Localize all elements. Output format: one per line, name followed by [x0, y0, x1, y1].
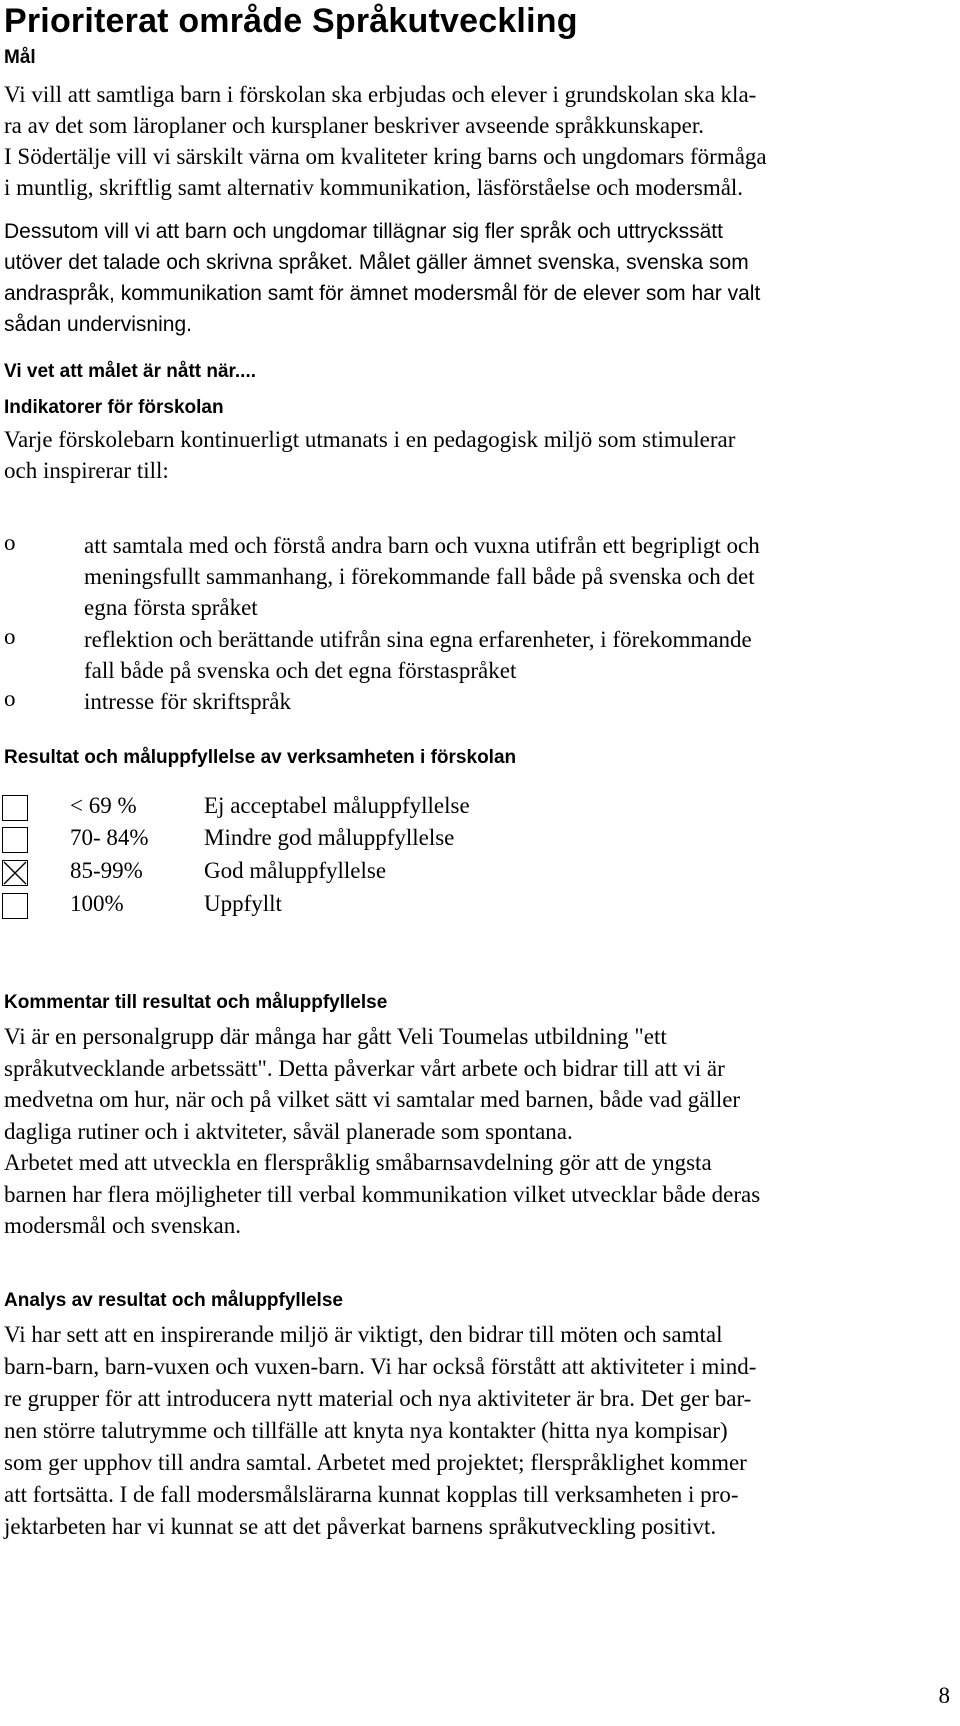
page-title: Prioriterat område Språkutveckling [4, 2, 578, 40]
indicators-intro [4, 424, 948, 486]
text-line: Dessutom vill vi att barn och ungdomar tillägnar sig fler språk och uttryckssätt [4, 220, 723, 243]
text-line: reflektion och berättande utifrån sina egna erfarenheter, i förekommande [84, 627, 752, 652]
result-option [0, 827, 700, 857]
result-label: God måluppfyllelse [204, 858, 387, 883]
page-number: 8 [938, 1683, 950, 1708]
result-checkbox[interactable] [2, 827, 28, 853]
goal-paragraph-continued [4, 216, 948, 340]
text-line: Vi är en personalgrupp där många har gått Veli Toumelas utbildning "ett [4, 1024, 667, 1049]
analysis-heading: Analys av resultat och måluppfyllelse [4, 1290, 343, 1311]
text-line: att fortsätta. I de fall modersmålslärarna kunnat kopplas till verksamheten i pro- [4, 1482, 739, 1507]
bullet-marker: o [4, 624, 16, 649]
checkbox-cross-icon [3, 861, 27, 885]
text-line: Varje förskolebarn kontinuerligt utmanats i en pedagogisk miljö som stimulerar [4, 427, 736, 452]
result-checkbox[interactable] [2, 893, 28, 919]
text-line: Arbetet med att utveckla en flerspråklig småbarnsavdelning gör att de yngsta [4, 1150, 712, 1175]
text-line: I Södertälje vill vi särskilt värna om kvaliteter kring barns och ungdomars förmåga [4, 144, 767, 169]
text-line: sådan undervisning. [4, 313, 192, 336]
text-line: språkutvecklande arbetssätt". Detta påverkar vårt arbete och bidrar till att vi är [4, 1055, 725, 1081]
text-line: dagliga rutiner och i aktviteter, såväl planerade som spontana. [4, 1118, 573, 1144]
bullet-marker: o [4, 686, 16, 711]
text-line: utöver det talade och skrivna språket. Målet gäller ämnet svenska, svenska som [4, 251, 749, 274]
text-line: ra av det som läroplaner och kursplaner beskriver avseende språkkunskaper. [4, 113, 704, 138]
goal-paragraph [4, 79, 948, 203]
text-line: jektarbeten har vi kunnat se att det påverkat barnens språkutveckling positivt. [4, 1514, 717, 1539]
text-line: Vi har sett att en inspirerande miljö är viktigt, den bidrar till möten och samtal [4, 1322, 723, 1347]
text-line: i muntlig, skriftlig samt alternativ kommunikation, läsförståelse och modersmål. [4, 175, 744, 200]
text-line: egna första språket [84, 595, 258, 620]
result-range: 85-99% [70, 858, 143, 883]
text-line: intresse för skriftspråk [84, 689, 291, 714]
text-line: meningsfullt sammanhang, i förekommande fall både på svenska och det [84, 564, 755, 589]
text-line: barnen har flera möjligheter till verbal kommunikation vilket utvecklar både deras [4, 1181, 761, 1207]
result-checkbox[interactable] [2, 860, 28, 886]
indicators-heading: Indikatorer för förskolan [4, 397, 224, 418]
comment-paragraph [4, 1021, 948, 1242]
text-line: som ger upphov till andra samtal. Arbetet med projektet; flerspråklighet kommer [4, 1450, 747, 1475]
text-line: medvetna om hur, när och på vilket sätt vi samtalar med barnen, både vad gäller [4, 1087, 741, 1112]
text-line: fall både på svenska och det egna förstaspråket [84, 658, 517, 683]
text-line: Vi vill att samtliga barn i förskolan ska erbjudas och elever i grundskolan ska kla- [4, 82, 757, 107]
result-option [0, 893, 700, 923]
result-option [0, 860, 700, 890]
result-checkbox[interactable] [2, 795, 28, 821]
comment-heading: Kommentar till resultat och måluppfyllelse [4, 992, 388, 1013]
text-line: och inspirerar till: [4, 458, 169, 483]
goal-heading: Mål [4, 47, 36, 68]
text-line: andraspråk, kommunikation samt för ämnet modersmål för de elever som har valt [4, 282, 761, 305]
text-line: modersmål och svenskan. [4, 1213, 241, 1238]
result-option [0, 795, 700, 825]
result-label: Ej acceptabel måluppfyllelse [204, 793, 470, 818]
result-range: < 69 % [70, 793, 137, 818]
bullet-marker: o [4, 530, 16, 555]
text-line: att samtala med och förstå andra barn och vuxna utifrån ett begripligt och [84, 533, 760, 558]
text-line: barn-barn, barn-vuxen och vuxen-barn. Vi har också förstått att aktiviteter i mind- [4, 1354, 757, 1379]
text-line: re grupper för att introducera nytt material och nya aktiviteter är bra. Det ger bar- [4, 1386, 752, 1411]
result-label: Uppfyllt [204, 891, 282, 916]
result-range: 100% [70, 891, 124, 916]
results-heading: Resultat och måluppfyllelse av verksamheten i förskolan [4, 747, 517, 768]
text-line: nen större talutrymme och tillfälle att knyta nya kontakter (hitta nya kompisar) [4, 1418, 728, 1443]
result-range: 70- 84% [70, 825, 149, 850]
result-label: Mindre god måluppfyllelse [204, 825, 455, 850]
analysis-paragraph [4, 1319, 948, 1543]
goal-reached-heading: Vi vet att målet är nått när.... [4, 361, 257, 382]
